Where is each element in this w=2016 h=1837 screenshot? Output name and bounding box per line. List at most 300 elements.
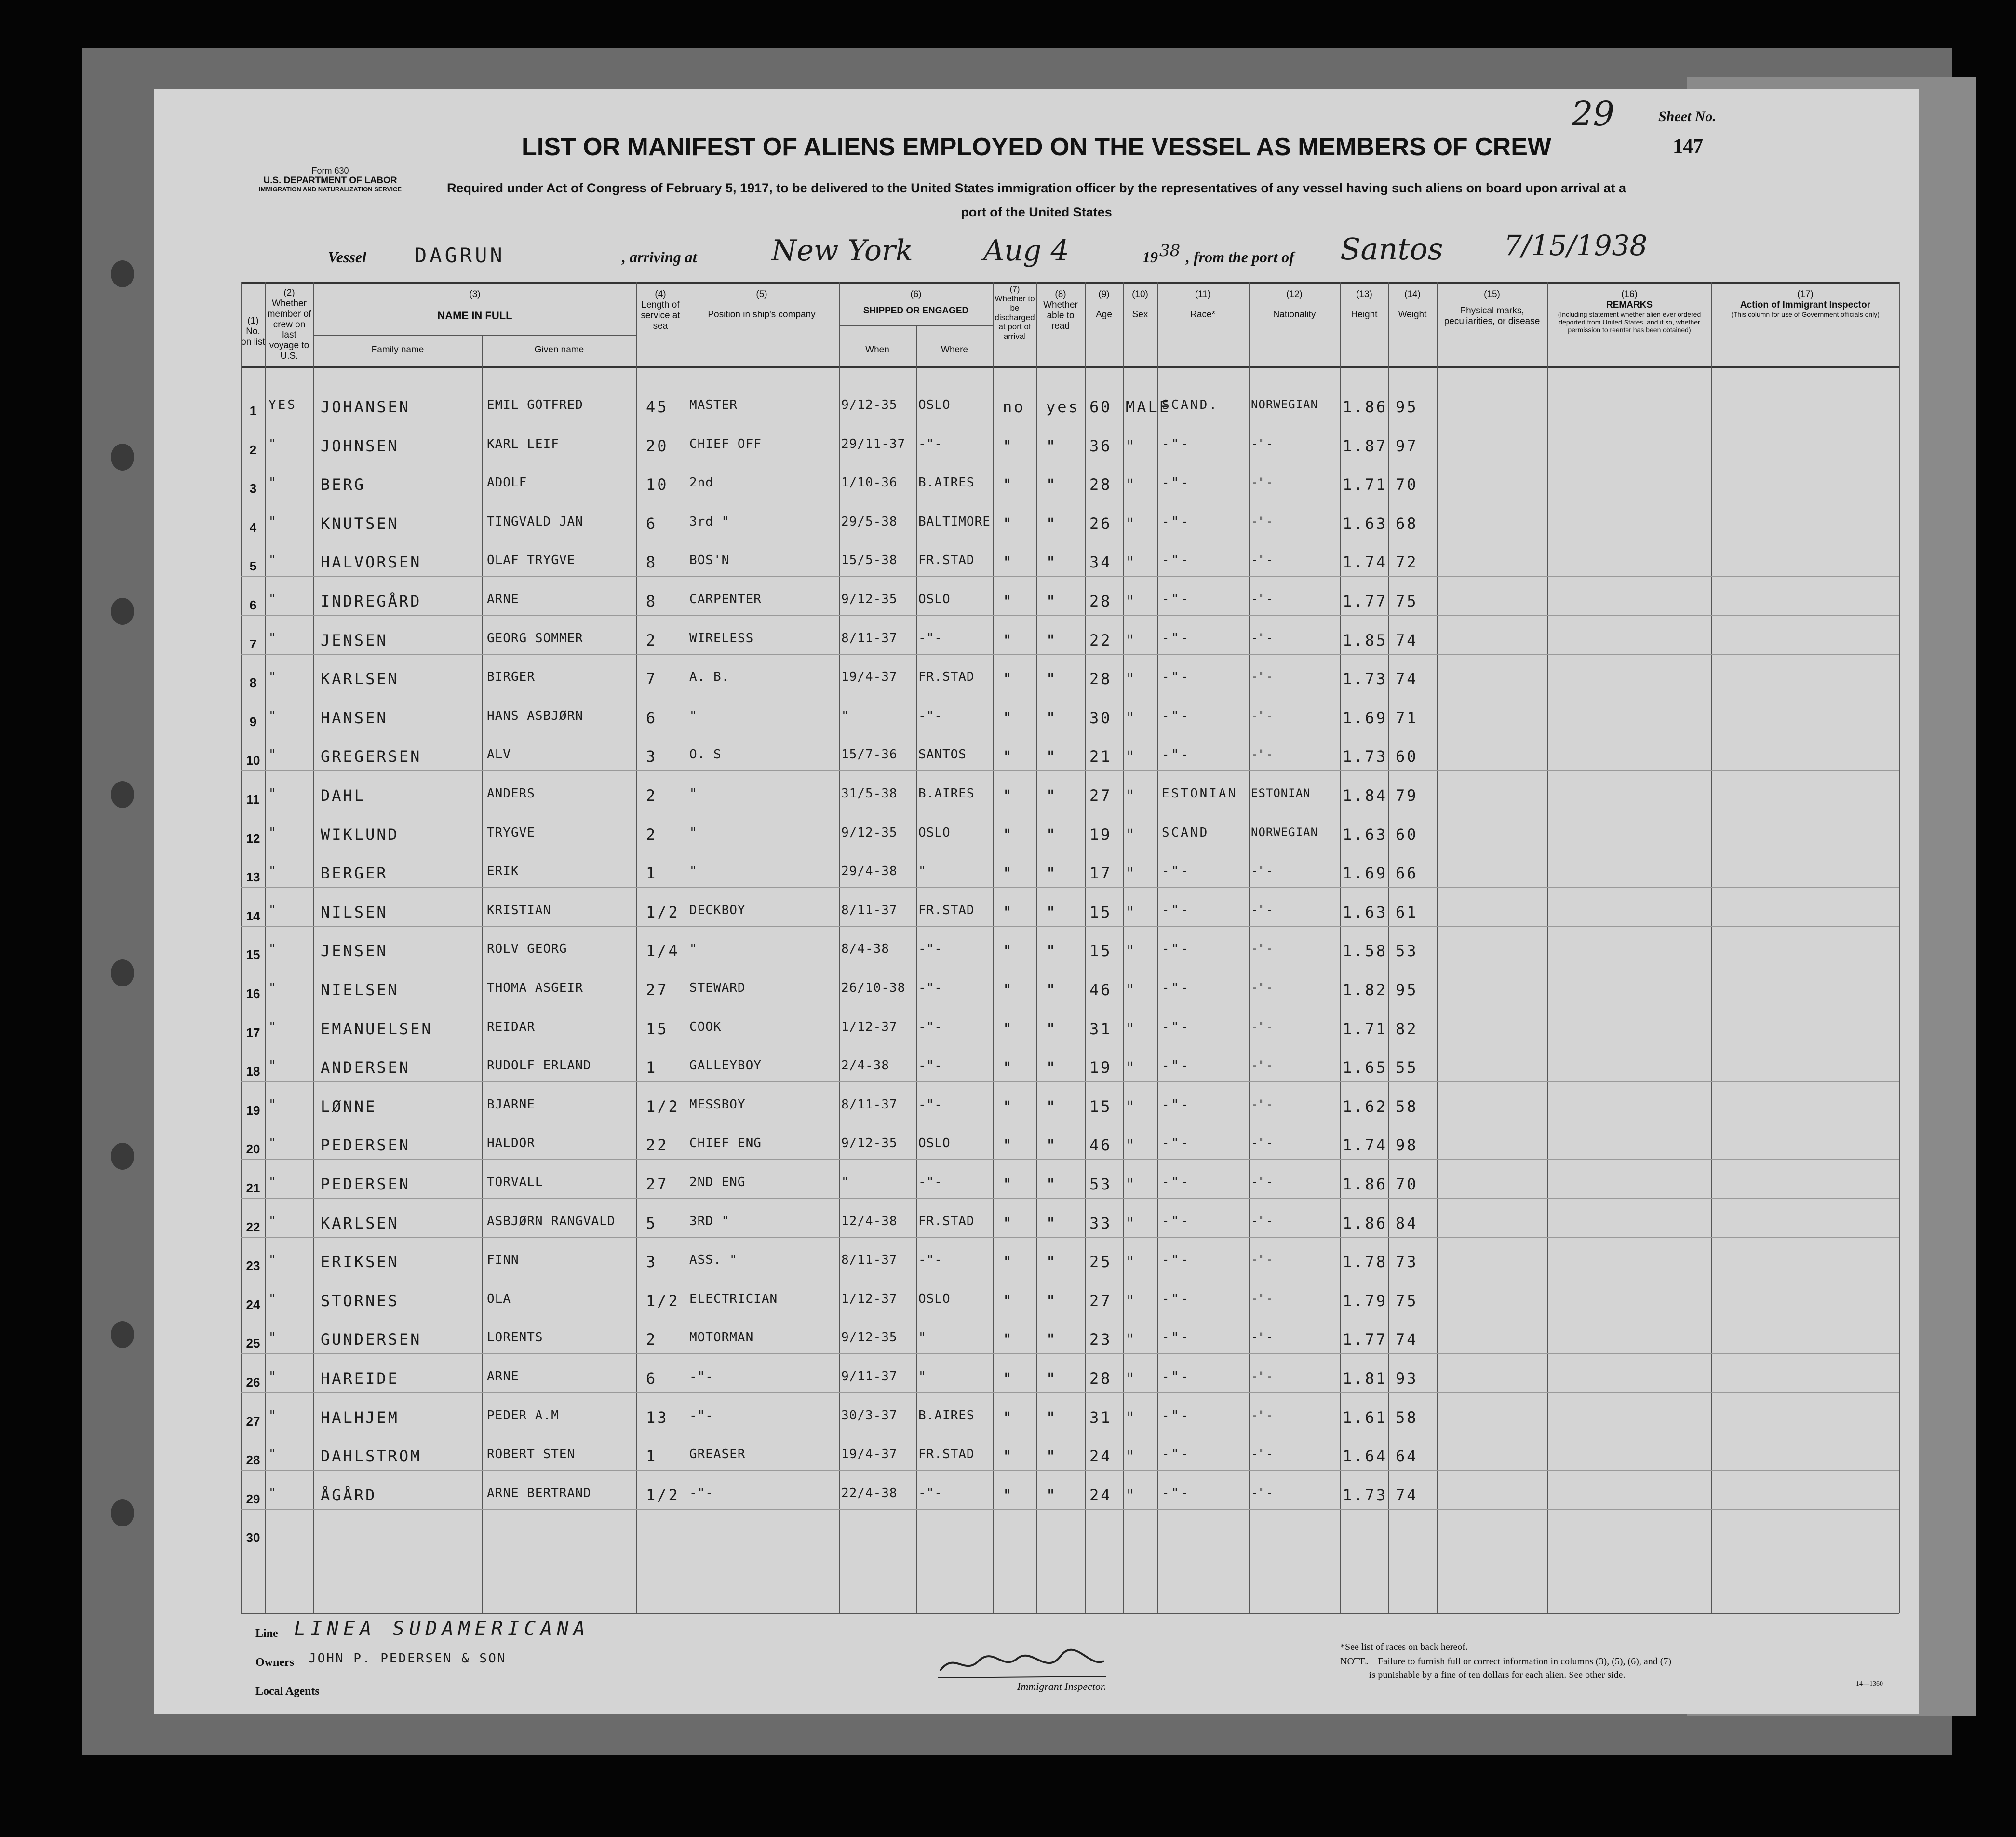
discharged-cell: " bbox=[1003, 864, 1014, 883]
race-cell: -"- bbox=[1162, 1214, 1190, 1229]
position-cell: " bbox=[689, 708, 698, 723]
row-number: 8 bbox=[249, 675, 257, 690]
nationality-cell: -"- bbox=[1251, 631, 1274, 645]
family-name-cell: GUNDERSEN bbox=[321, 1330, 422, 1349]
prev-voyage-cell: " bbox=[269, 1369, 278, 1384]
weight-cell: 95 bbox=[1396, 981, 1418, 999]
weight-cell: 95 bbox=[1396, 398, 1418, 416]
owners-name: JOHN P. PEDERSEN & SON bbox=[309, 1651, 507, 1666]
height-cell: 1.77 bbox=[1343, 592, 1388, 610]
shipped-where-cell: -"- bbox=[918, 1097, 942, 1112]
nationality-cell: -"- bbox=[1251, 1058, 1274, 1072]
weight-cell: 98 bbox=[1396, 1136, 1418, 1155]
col-13-header: (13) Height bbox=[1351, 289, 1378, 320]
shipped-when-cell: 1/12-37 bbox=[841, 1019, 898, 1034]
col-3-family-header: Family name bbox=[371, 345, 424, 355]
shipped-when-cell: 9/12-35 bbox=[841, 1136, 898, 1151]
prev-voyage-cell: " bbox=[269, 553, 278, 568]
service-length-cell: 1/2 bbox=[646, 903, 680, 921]
race-cell: -"- bbox=[1162, 1408, 1190, 1423]
given-name-cell: ADOLF bbox=[487, 475, 527, 490]
form-subtitle-2: port of the United States bbox=[961, 205, 1112, 219]
position-cell: 2ND ENG bbox=[689, 1175, 746, 1189]
age-cell: 60 bbox=[1089, 398, 1112, 416]
discharged-cell: " bbox=[1003, 1058, 1014, 1077]
sex-cell: " bbox=[1126, 553, 1137, 572]
sheet-number: 147 bbox=[1673, 135, 1703, 158]
nationality-cell: -"- bbox=[1251, 475, 1274, 489]
race-cell: -"- bbox=[1162, 514, 1190, 529]
service-length-cell: 3 bbox=[646, 1253, 658, 1271]
punch-hole bbox=[111, 260, 134, 287]
sex-cell: " bbox=[1126, 747, 1137, 766]
shipped-when-cell: 9/12-35 bbox=[841, 1330, 898, 1345]
nationality-cell: -"- bbox=[1251, 1136, 1274, 1150]
weight-cell: 70 bbox=[1396, 475, 1418, 494]
height-cell: 1.73 bbox=[1343, 1486, 1388, 1504]
discharged-cell: " bbox=[1003, 475, 1014, 494]
family-name-cell: JENSEN bbox=[321, 942, 388, 960]
sheet-label: Sheet No. bbox=[1658, 108, 1716, 124]
shipped-where-cell: SANTOS bbox=[918, 747, 967, 762]
service-length-cell: 20 bbox=[646, 436, 669, 455]
sex-cell: " bbox=[1126, 1097, 1137, 1116]
able-to-read-cell: " bbox=[1046, 825, 1058, 844]
sex-cell: " bbox=[1126, 670, 1137, 689]
sex-cell: " bbox=[1126, 903, 1137, 921]
row-number: 13 bbox=[246, 870, 260, 885]
service-length-cell: 13 bbox=[646, 1408, 669, 1427]
shipped-when-cell: 8/11-37 bbox=[841, 1253, 898, 1268]
nationality-cell: -"- bbox=[1251, 1447, 1274, 1461]
year-prefix: 19 bbox=[1142, 248, 1158, 266]
age-cell: 28 bbox=[1089, 475, 1112, 494]
position-cell: " bbox=[689, 942, 698, 957]
given-name-cell: TRYGVE bbox=[487, 825, 535, 840]
able-to-read-cell: " bbox=[1046, 475, 1058, 494]
able-to-read-cell: " bbox=[1046, 1253, 1058, 1271]
discharged-cell: " bbox=[1003, 942, 1014, 960]
shipped-when-cell: 29/5-38 bbox=[841, 514, 898, 529]
shipped-where-cell: B.AIRES bbox=[918, 786, 975, 801]
given-name-cell: BJARNE bbox=[487, 1097, 535, 1112]
punch-hole bbox=[111, 1143, 134, 1170]
able-to-read-cell: " bbox=[1046, 942, 1058, 960]
discharged-cell: " bbox=[1003, 747, 1014, 766]
row-number: 1 bbox=[249, 404, 257, 418]
nationality-cell: NORWEGIAN bbox=[1251, 398, 1318, 411]
sex-cell: " bbox=[1126, 1486, 1137, 1504]
given-name-cell: ROLV GEORG bbox=[487, 942, 567, 957]
row-number: 16 bbox=[246, 986, 260, 1001]
service-length-cell: 3 bbox=[646, 747, 658, 766]
given-name-cell: HANS ASBJØRN bbox=[487, 708, 583, 723]
prev-voyage-cell: " bbox=[269, 670, 278, 685]
inspector-signature bbox=[935, 1642, 1109, 1685]
row-number: 5 bbox=[249, 559, 257, 574]
service-length-cell: 1 bbox=[646, 864, 658, 883]
age-cell: 34 bbox=[1089, 553, 1112, 572]
service-length-cell: 1/4 bbox=[646, 942, 680, 960]
nationality-cell: -"- bbox=[1251, 1097, 1274, 1111]
shipped-when-cell: 29/4-38 bbox=[841, 864, 898, 879]
able-to-read-cell: " bbox=[1046, 1369, 1058, 1388]
race-cell: -"- bbox=[1162, 942, 1190, 957]
height-cell: 1.86 bbox=[1343, 1175, 1388, 1193]
discharged-cell: " bbox=[1003, 631, 1014, 649]
col-11-header: (11) Race* bbox=[1190, 289, 1215, 320]
nationality-cell: -"- bbox=[1251, 864, 1274, 878]
row-number: 29 bbox=[246, 1491, 260, 1506]
shipped-when-cell: 1/10-36 bbox=[841, 475, 898, 490]
weight-cell: 53 bbox=[1396, 942, 1418, 960]
punch-hole bbox=[111, 1499, 134, 1526]
shipped-where-cell: -"- bbox=[918, 1058, 942, 1073]
shipped-when-cell: 12/4-38 bbox=[841, 1214, 898, 1229]
family-name-cell: DAHLSTROM bbox=[321, 1447, 422, 1466]
age-cell: 46 bbox=[1089, 981, 1112, 999]
position-cell: 3RD " bbox=[689, 1214, 730, 1229]
nationality-cell: -"- bbox=[1251, 981, 1274, 994]
service-length-cell: 27 bbox=[646, 1175, 669, 1193]
shipped-when-cell: 9/12-35 bbox=[841, 592, 898, 607]
race-cell: -"- bbox=[1162, 1019, 1190, 1034]
height-cell: 1.73 bbox=[1343, 670, 1388, 689]
weight-cell: 73 bbox=[1396, 1253, 1418, 1271]
nationality-cell: -"- bbox=[1251, 670, 1274, 684]
shipped-when-cell: 26/10-38 bbox=[841, 981, 906, 995]
age-cell: 19 bbox=[1089, 1058, 1112, 1077]
prev-voyage-cell: " bbox=[269, 1136, 278, 1151]
sex-cell: " bbox=[1126, 825, 1137, 844]
punch-hole bbox=[111, 1321, 134, 1348]
col-1-header: (1) No. on list bbox=[241, 316, 265, 347]
shipped-when-cell: 8/11-37 bbox=[841, 1097, 898, 1112]
sex-cell: " bbox=[1126, 1330, 1137, 1349]
discharged-cell: " bbox=[1003, 1019, 1014, 1038]
race-cell: -"- bbox=[1162, 1447, 1190, 1462]
able-to-read-cell: " bbox=[1046, 1019, 1058, 1038]
position-cell: MESSBOY bbox=[689, 1097, 746, 1112]
service-length-cell: 22 bbox=[646, 1136, 669, 1155]
prev-voyage-cell: " bbox=[269, 786, 278, 801]
shipped-where-cell: FR.STAD bbox=[918, 553, 975, 568]
age-cell: 15 bbox=[1089, 1097, 1112, 1116]
able-to-read-cell: " bbox=[1046, 1136, 1058, 1155]
family-name-cell: EMANUELSEN bbox=[321, 1019, 433, 1038]
service-length-cell: 2 bbox=[646, 825, 658, 844]
sex-cell: " bbox=[1126, 942, 1137, 960]
service-length-cell: 2 bbox=[646, 631, 658, 649]
discharged-cell: " bbox=[1003, 1330, 1014, 1349]
position-cell: CHIEF OFF bbox=[689, 436, 762, 451]
given-name-cell: HALDOR bbox=[487, 1136, 535, 1151]
row-number: 28 bbox=[246, 1453, 260, 1468]
service-length-cell: 1/2 bbox=[646, 1097, 680, 1116]
height-cell: 1.74 bbox=[1343, 553, 1388, 572]
family-name-cell: STORNES bbox=[321, 1291, 399, 1310]
given-name-cell: KARL LEIF bbox=[487, 436, 559, 451]
shipped-where-cell: OSLO bbox=[918, 825, 951, 840]
position-cell: -"- bbox=[689, 1369, 713, 1384]
year-suffix: 38 bbox=[1159, 241, 1181, 260]
shipped-where-cell: " bbox=[918, 1330, 927, 1345]
col-10-header: (10) Sex bbox=[1132, 289, 1148, 320]
service-length-cell: 10 bbox=[646, 475, 669, 494]
prev-voyage-cell: " bbox=[269, 903, 278, 918]
age-cell: 28 bbox=[1089, 670, 1112, 689]
able-to-read-cell: " bbox=[1046, 1408, 1058, 1427]
service-length-cell: 1/2 bbox=[646, 1291, 680, 1310]
nationality-cell: -"- bbox=[1251, 1486, 1274, 1499]
age-cell: 27 bbox=[1089, 1291, 1112, 1310]
race-cell: -"- bbox=[1162, 708, 1190, 723]
col-16-header: (16) REMARKS (Including statement whether alien ever ordered deported from United States, and if so, whether permission to reenter has been obtained) bbox=[1558, 289, 1701, 334]
position-cell: BOS'N bbox=[689, 553, 730, 568]
weight-cell: 75 bbox=[1396, 592, 1418, 610]
position-cell: STEWARD bbox=[689, 981, 746, 995]
service-length-cell: 6 bbox=[646, 1369, 658, 1388]
shipped-when-cell: 19/4-37 bbox=[841, 1447, 898, 1462]
weight-cell: 58 bbox=[1396, 1408, 1418, 1427]
col-5-header: (5) Position in ship's company bbox=[708, 289, 816, 320]
race-cell: ESTONIAN bbox=[1162, 786, 1238, 801]
weight-cell: 64 bbox=[1396, 1447, 1418, 1466]
race-cell: -"- bbox=[1162, 553, 1190, 568]
col-12-header: (12) Nationality bbox=[1273, 289, 1316, 320]
height-cell: 1.69 bbox=[1343, 864, 1388, 883]
position-cell: MOTORMAN bbox=[689, 1330, 754, 1345]
race-cell: -"- bbox=[1162, 475, 1190, 490]
discharged-cell: " bbox=[1003, 592, 1014, 610]
prev-voyage-cell: " bbox=[269, 1291, 278, 1306]
weight-cell: 66 bbox=[1396, 864, 1418, 883]
shipped-when-cell: 1/12-37 bbox=[841, 1291, 898, 1306]
shipped-where-cell: OSLO bbox=[918, 1136, 951, 1151]
family-name-cell: KARLSEN bbox=[321, 670, 399, 689]
able-to-read-cell: " bbox=[1046, 786, 1058, 805]
shipped-where-cell: -"- bbox=[918, 1175, 942, 1189]
nationality-cell: ESTONIAN bbox=[1251, 786, 1311, 800]
discharged-cell: " bbox=[1003, 670, 1014, 689]
able-to-read-cell: " bbox=[1046, 670, 1058, 689]
race-cell: -"- bbox=[1162, 631, 1190, 646]
discharged-cell: " bbox=[1003, 436, 1014, 455]
sex-cell: " bbox=[1126, 1253, 1137, 1271]
shipped-where-cell: B.AIRES bbox=[918, 475, 975, 490]
local-agents-label: Local Agents bbox=[255, 1685, 320, 1698]
age-cell: 21 bbox=[1089, 747, 1112, 766]
sex-cell: " bbox=[1126, 981, 1137, 999]
row-number: 27 bbox=[246, 1414, 260, 1429]
position-cell: GREASER bbox=[689, 1447, 746, 1462]
department-name: U.S. DEPARTMENT OF LABOR bbox=[263, 175, 397, 186]
weight-cell: 93 bbox=[1396, 1369, 1418, 1388]
sex-cell: " bbox=[1126, 1175, 1137, 1193]
nationality-cell: -"- bbox=[1251, 436, 1274, 450]
prev-voyage-cell: " bbox=[269, 475, 278, 490]
row-number: 25 bbox=[246, 1336, 260, 1351]
shipped-when-cell: 22/4-38 bbox=[841, 1486, 898, 1500]
col-6-header: (6) SHIPPED OR ENGAGED bbox=[863, 289, 969, 316]
col-3-header: (3) NAME IN FULL bbox=[437, 289, 512, 322]
row-number: 18 bbox=[246, 1064, 260, 1079]
height-cell: 1.74 bbox=[1343, 1136, 1388, 1155]
family-name-cell: WIKLUND bbox=[321, 825, 399, 844]
arrival-port: New York bbox=[771, 234, 913, 268]
sex-cell: " bbox=[1126, 1291, 1137, 1310]
shipped-where-cell: -"- bbox=[918, 1253, 942, 1268]
sex-cell: " bbox=[1126, 1019, 1137, 1038]
weight-cell: 61 bbox=[1396, 903, 1418, 921]
prev-voyage-cell: " bbox=[269, 1175, 278, 1189]
arrival-date: Aug 4 bbox=[983, 234, 1069, 268]
weight-cell: 71 bbox=[1396, 708, 1418, 727]
height-cell: 1.62 bbox=[1343, 1097, 1388, 1116]
height-cell: 1.71 bbox=[1343, 475, 1388, 494]
able-to-read-cell: " bbox=[1046, 864, 1058, 883]
row-number: 23 bbox=[246, 1258, 260, 1273]
nationality-cell: -"- bbox=[1251, 592, 1274, 606]
nationality-cell: -"- bbox=[1251, 747, 1274, 761]
row-number: 15 bbox=[246, 947, 260, 962]
shipped-where-cell: -"- bbox=[918, 1019, 942, 1034]
shipped-when-cell: 15/5-38 bbox=[841, 553, 898, 568]
weight-cell: 97 bbox=[1396, 436, 1418, 455]
vessel-name: DAGRUN bbox=[415, 243, 505, 267]
race-cell: -"- bbox=[1162, 747, 1190, 762]
able-to-read-cell: " bbox=[1046, 708, 1058, 727]
sex-cell: " bbox=[1126, 592, 1137, 610]
shipped-when-cell: 9/11-37 bbox=[841, 1369, 898, 1384]
able-to-read-cell: yes bbox=[1046, 398, 1080, 416]
discharged-cell: " bbox=[1003, 708, 1014, 727]
col-6-where-header: Where bbox=[941, 345, 968, 355]
given-name-cell: GEORG SOMMER bbox=[487, 631, 583, 646]
nationality-cell: -"- bbox=[1251, 708, 1274, 722]
service-length-cell: 2 bbox=[646, 1330, 658, 1349]
family-name-cell: JENSEN bbox=[321, 631, 388, 649]
shipped-when-cell: 15/7-36 bbox=[841, 747, 898, 762]
given-name-cell: KRISTIAN bbox=[487, 903, 551, 918]
weight-cell: 74 bbox=[1396, 1330, 1418, 1349]
able-to-read-cell: " bbox=[1046, 1330, 1058, 1349]
position-cell: 2nd bbox=[689, 475, 713, 490]
weight-cell: 68 bbox=[1396, 514, 1418, 533]
discharged-cell: no bbox=[1003, 398, 1025, 416]
service-length-cell: 1/2 bbox=[646, 1486, 680, 1504]
position-cell: COOK bbox=[689, 1019, 722, 1034]
height-cell: 1.73 bbox=[1343, 747, 1388, 766]
col-9-header: (9) Age bbox=[1096, 289, 1112, 320]
position-cell: CARPENTER bbox=[689, 592, 762, 607]
row-number: 30 bbox=[246, 1530, 260, 1545]
print-code: 14—1360 bbox=[1856, 1680, 1883, 1688]
height-cell: 1.65 bbox=[1343, 1058, 1388, 1077]
position-cell: ASS. " bbox=[689, 1253, 738, 1268]
height-cell: 1.85 bbox=[1343, 631, 1388, 649]
age-cell: 22 bbox=[1089, 631, 1112, 649]
discharged-cell: " bbox=[1003, 1175, 1014, 1193]
weight-cell: 74 bbox=[1396, 670, 1418, 689]
col-14-header: (14) Weight bbox=[1398, 289, 1427, 320]
given-name-cell: PEDER A.M bbox=[487, 1408, 559, 1423]
able-to-read-cell: " bbox=[1046, 1214, 1058, 1232]
shipped-where-cell: FR.STAD bbox=[918, 1214, 975, 1229]
col-4-header: (4) Length of service at sea bbox=[641, 289, 680, 331]
race-cell: -"- bbox=[1162, 670, 1190, 685]
weight-cell: 84 bbox=[1396, 1214, 1418, 1232]
height-cell: 1.86 bbox=[1343, 398, 1388, 416]
race-cell: -"- bbox=[1162, 981, 1190, 995]
race-cell: -"- bbox=[1162, 903, 1190, 918]
height-cell: 1.71 bbox=[1343, 1019, 1388, 1038]
race-cell: -"- bbox=[1162, 1291, 1190, 1306]
age-cell: 25 bbox=[1089, 1253, 1112, 1271]
owners-label: Owners bbox=[255, 1656, 294, 1669]
given-name-cell: OLA bbox=[487, 1291, 511, 1306]
nationality-cell: NORWEGIAN bbox=[1251, 825, 1318, 839]
height-cell: 1.69 bbox=[1343, 708, 1388, 727]
row-number: 21 bbox=[246, 1181, 260, 1195]
discharged-cell: " bbox=[1003, 553, 1014, 572]
punch-hole bbox=[111, 598, 134, 625]
shipped-where-cell: -"- bbox=[918, 436, 942, 451]
discharged-cell: " bbox=[1003, 1486, 1014, 1504]
from-port-label: , from the port of bbox=[1186, 248, 1294, 266]
prev-voyage-cell: " bbox=[269, 514, 278, 529]
manifest-sheet bbox=[154, 89, 1919, 1714]
penalty-note: NOTE.—Failure to furnish full or correct information in columns (3), (5), (6), and (7) bbox=[1340, 1656, 1672, 1667]
row-number: 9 bbox=[249, 714, 257, 729]
sex-cell: " bbox=[1126, 1136, 1137, 1155]
family-name-cell: ERIKSEN bbox=[321, 1253, 399, 1271]
row-number: 7 bbox=[249, 636, 257, 651]
punch-hole bbox=[111, 959, 134, 986]
family-name-cell: HALHJEM bbox=[321, 1408, 399, 1427]
discharged-cell: " bbox=[1003, 825, 1014, 844]
col-8-header: (8) Whether able to read bbox=[1043, 289, 1078, 331]
form-subtitle: Required under Act of Congress of February 5, 1917, to be delivered to the United States immigration officer by the representatives of any vessel having such aliens on board upon arrival at a bbox=[446, 181, 1626, 195]
prev-voyage-cell: " bbox=[269, 942, 278, 957]
shipped-where-cell: FR.STAD bbox=[918, 1447, 975, 1462]
race-cell: -"- bbox=[1162, 1330, 1190, 1345]
height-cell: 1.63 bbox=[1343, 903, 1388, 921]
family-name-cell: INDREGÅRD bbox=[321, 592, 422, 610]
age-cell: 19 bbox=[1089, 825, 1112, 844]
nationality-cell: -"- bbox=[1251, 1291, 1274, 1305]
able-to-read-cell: " bbox=[1046, 436, 1058, 455]
sex-cell: " bbox=[1126, 475, 1137, 494]
height-cell: 1.84 bbox=[1343, 786, 1388, 805]
service-length-cell: 6 bbox=[646, 514, 658, 533]
family-name-cell: DAHL bbox=[321, 786, 366, 805]
given-name-cell: TINGVALD JAN bbox=[487, 514, 583, 529]
service-length-cell: 8 bbox=[646, 592, 658, 610]
family-name-cell: NIELSEN bbox=[321, 981, 399, 999]
able-to-read-cell: " bbox=[1046, 1486, 1058, 1504]
given-name-cell: ALV bbox=[487, 747, 511, 762]
discharged-cell: " bbox=[1003, 786, 1014, 805]
row-number: 6 bbox=[249, 598, 257, 612]
prev-voyage-cell: " bbox=[269, 1253, 278, 1268]
sex-cell: " bbox=[1126, 631, 1137, 649]
discharged-cell: " bbox=[1003, 1253, 1014, 1271]
sex-cell: MALE bbox=[1126, 398, 1171, 416]
nationality-cell: -"- bbox=[1251, 1330, 1274, 1344]
vessel-label: Vessel bbox=[328, 248, 366, 266]
family-name-cell: ANDERSEN bbox=[321, 1058, 411, 1077]
